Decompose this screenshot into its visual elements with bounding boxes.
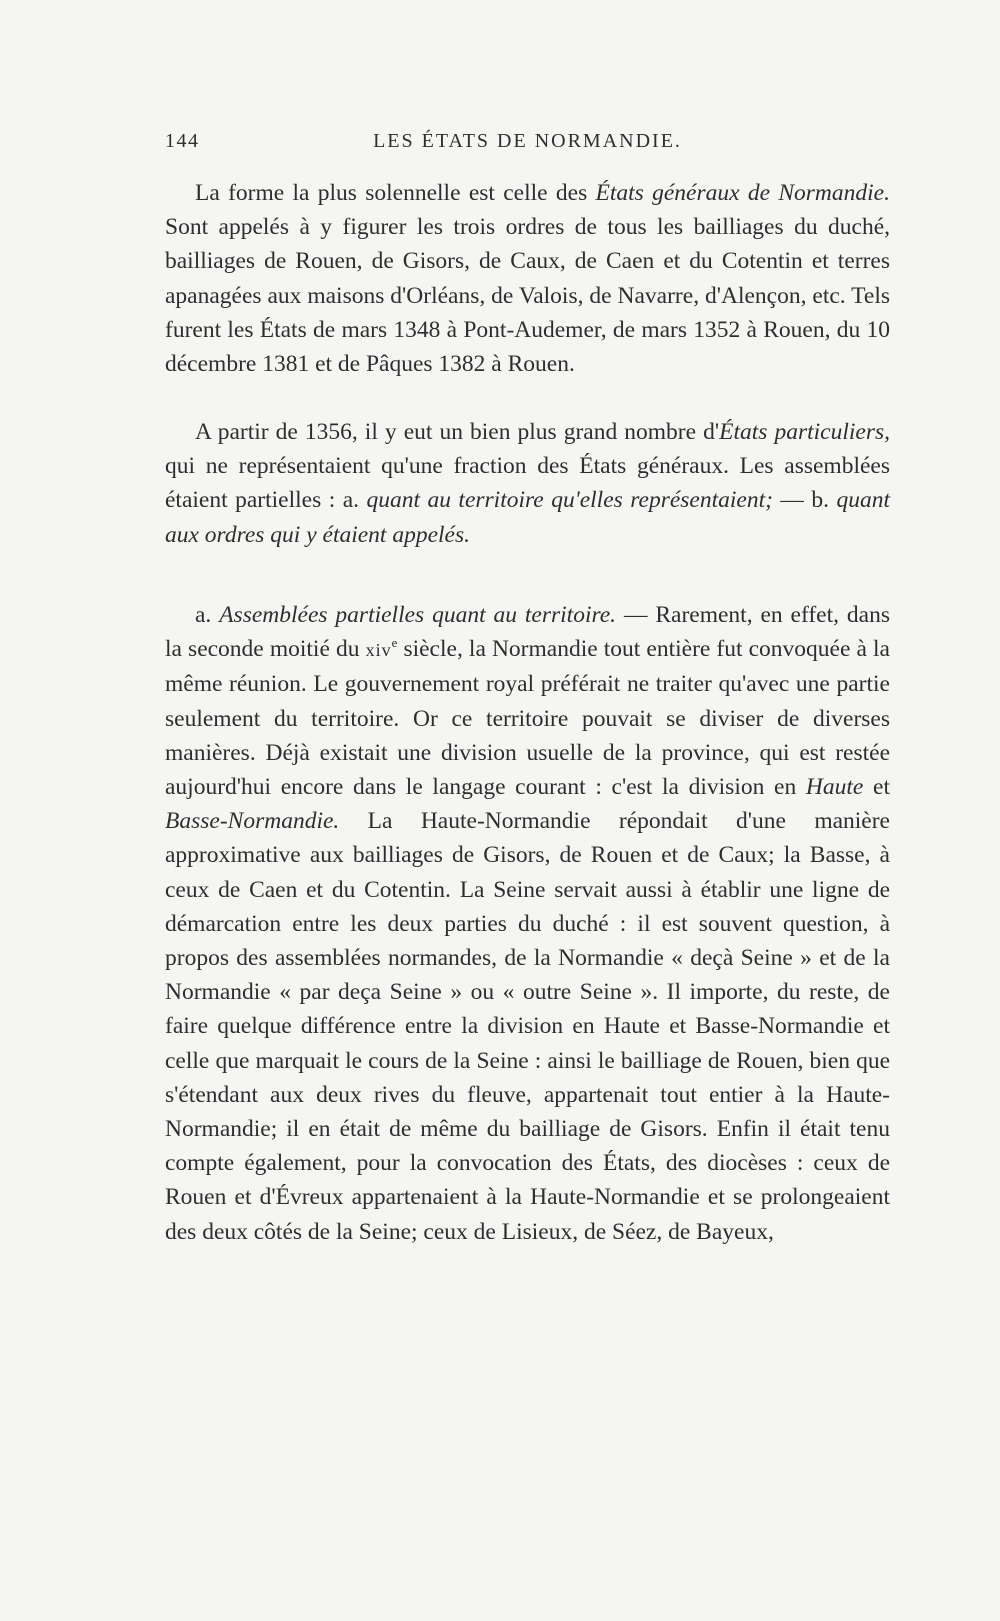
- italic-run: Basse-Normandie.: [165, 808, 340, 835]
- page-number: 144: [165, 130, 200, 152]
- text-run: Sont appelés à y figurer les trois ordres de tous les bailliages du duché, bailliages de Rouen, de Gisors, de Caux, de Caen et du Cotentin et terres apanagées aux maisons d'Orléans, de Valois, de Navarre, d'Alençon, etc. Tels furent les États de mars 1348 à Pont-Audemer, de mars 1352 à Rouen, du 10 décembre 1381 et de Pâques 1382 à Rouen.: [165, 214, 890, 378]
- italic-run: Assemblées partielles quant au territoire.: [219, 602, 617, 628]
- text-run: A partir de 1356, il y eut un bien plus grand nombre d': [195, 419, 720, 445]
- italic-run: quant au territoire qu'elles représentaient;: [366, 487, 773, 514]
- text-run: et: [863, 774, 890, 801]
- text-run: — Rarement, en effet, dans la seconde moitié du: [165, 602, 890, 663]
- running-title: LES ÉTATS DE NORMANDIE.: [373, 130, 682, 152]
- text-run: La forme la plus solennelle est celle des: [195, 180, 596, 206]
- paragraph-assemblees-partielles: [165, 598, 890, 1249]
- italic-run: Haute: [805, 774, 864, 801]
- page-header: [165, 130, 890, 160]
- paragraph-etats-particuliers: [165, 415, 890, 552]
- text-run: a.: [195, 602, 220, 628]
- text-run: qui ne représentaient qu'une fraction des États généraux. Les assemblées étaient partielles : a.: [165, 453, 890, 514]
- text-run: siècle, la Normandie tout entière fut convoquée à la même réunion. Le gouvernement royal préférait ne traiter qu'avec une partie seulement du territoire. Or ce territoire pouvait se diviser de diverses manières. Déjà existait une division usuelle de la province, qui est restée aujourd'hui encore dans le langage courant : c'est la division en: [165, 636, 890, 801]
- italic-run: États particuliers,: [719, 419, 891, 445]
- superscript: e: [391, 635, 398, 651]
- italic-run: États généraux de Normandie.: [595, 180, 890, 206]
- small-caps-run: xiv: [365, 640, 392, 661]
- text-run: La Haute-Normandie répondait d'une manière approximative aux bailliages de Gisors, de Rouen et de Caux; la Basse, à ceux de Caen et du Cotentin. La Seine servait aussi à établir une ligne de démarcation entre les deux parties du duché : il est souvent question, à propos des assemblées normandes, de la Normandie « deçà Seine » et de la Normandie « par deça Seine » ou « outre Seine ». Il importe, du reste, de faire quelque différence entre la division en Haute et Basse-Normandie et celle que marquait le cours de la Seine : ainsi le bailliage de Rouen, bien que s'étendant aux deux rives du fleuve, appartenait tout entier à la Haute-Normandie; il en était de même du bailliage de Gisors. Enfin il était tenu compte également, pour la convocation des États, des diocèses : ceux de Rouen et d'Évreux appartenaient à la Haute-Normandie et se prolongeaient des deux côtés de la Seine; ceux de Lisieux, de Séez, de Bayeux,: [165, 808, 890, 1245]
- text-run: — b.: [772, 487, 837, 514]
- italic-run: quant aux ordres qui y étaient appelés.: [165, 487, 891, 548]
- paragraph-etats-generaux: [165, 176, 890, 381]
